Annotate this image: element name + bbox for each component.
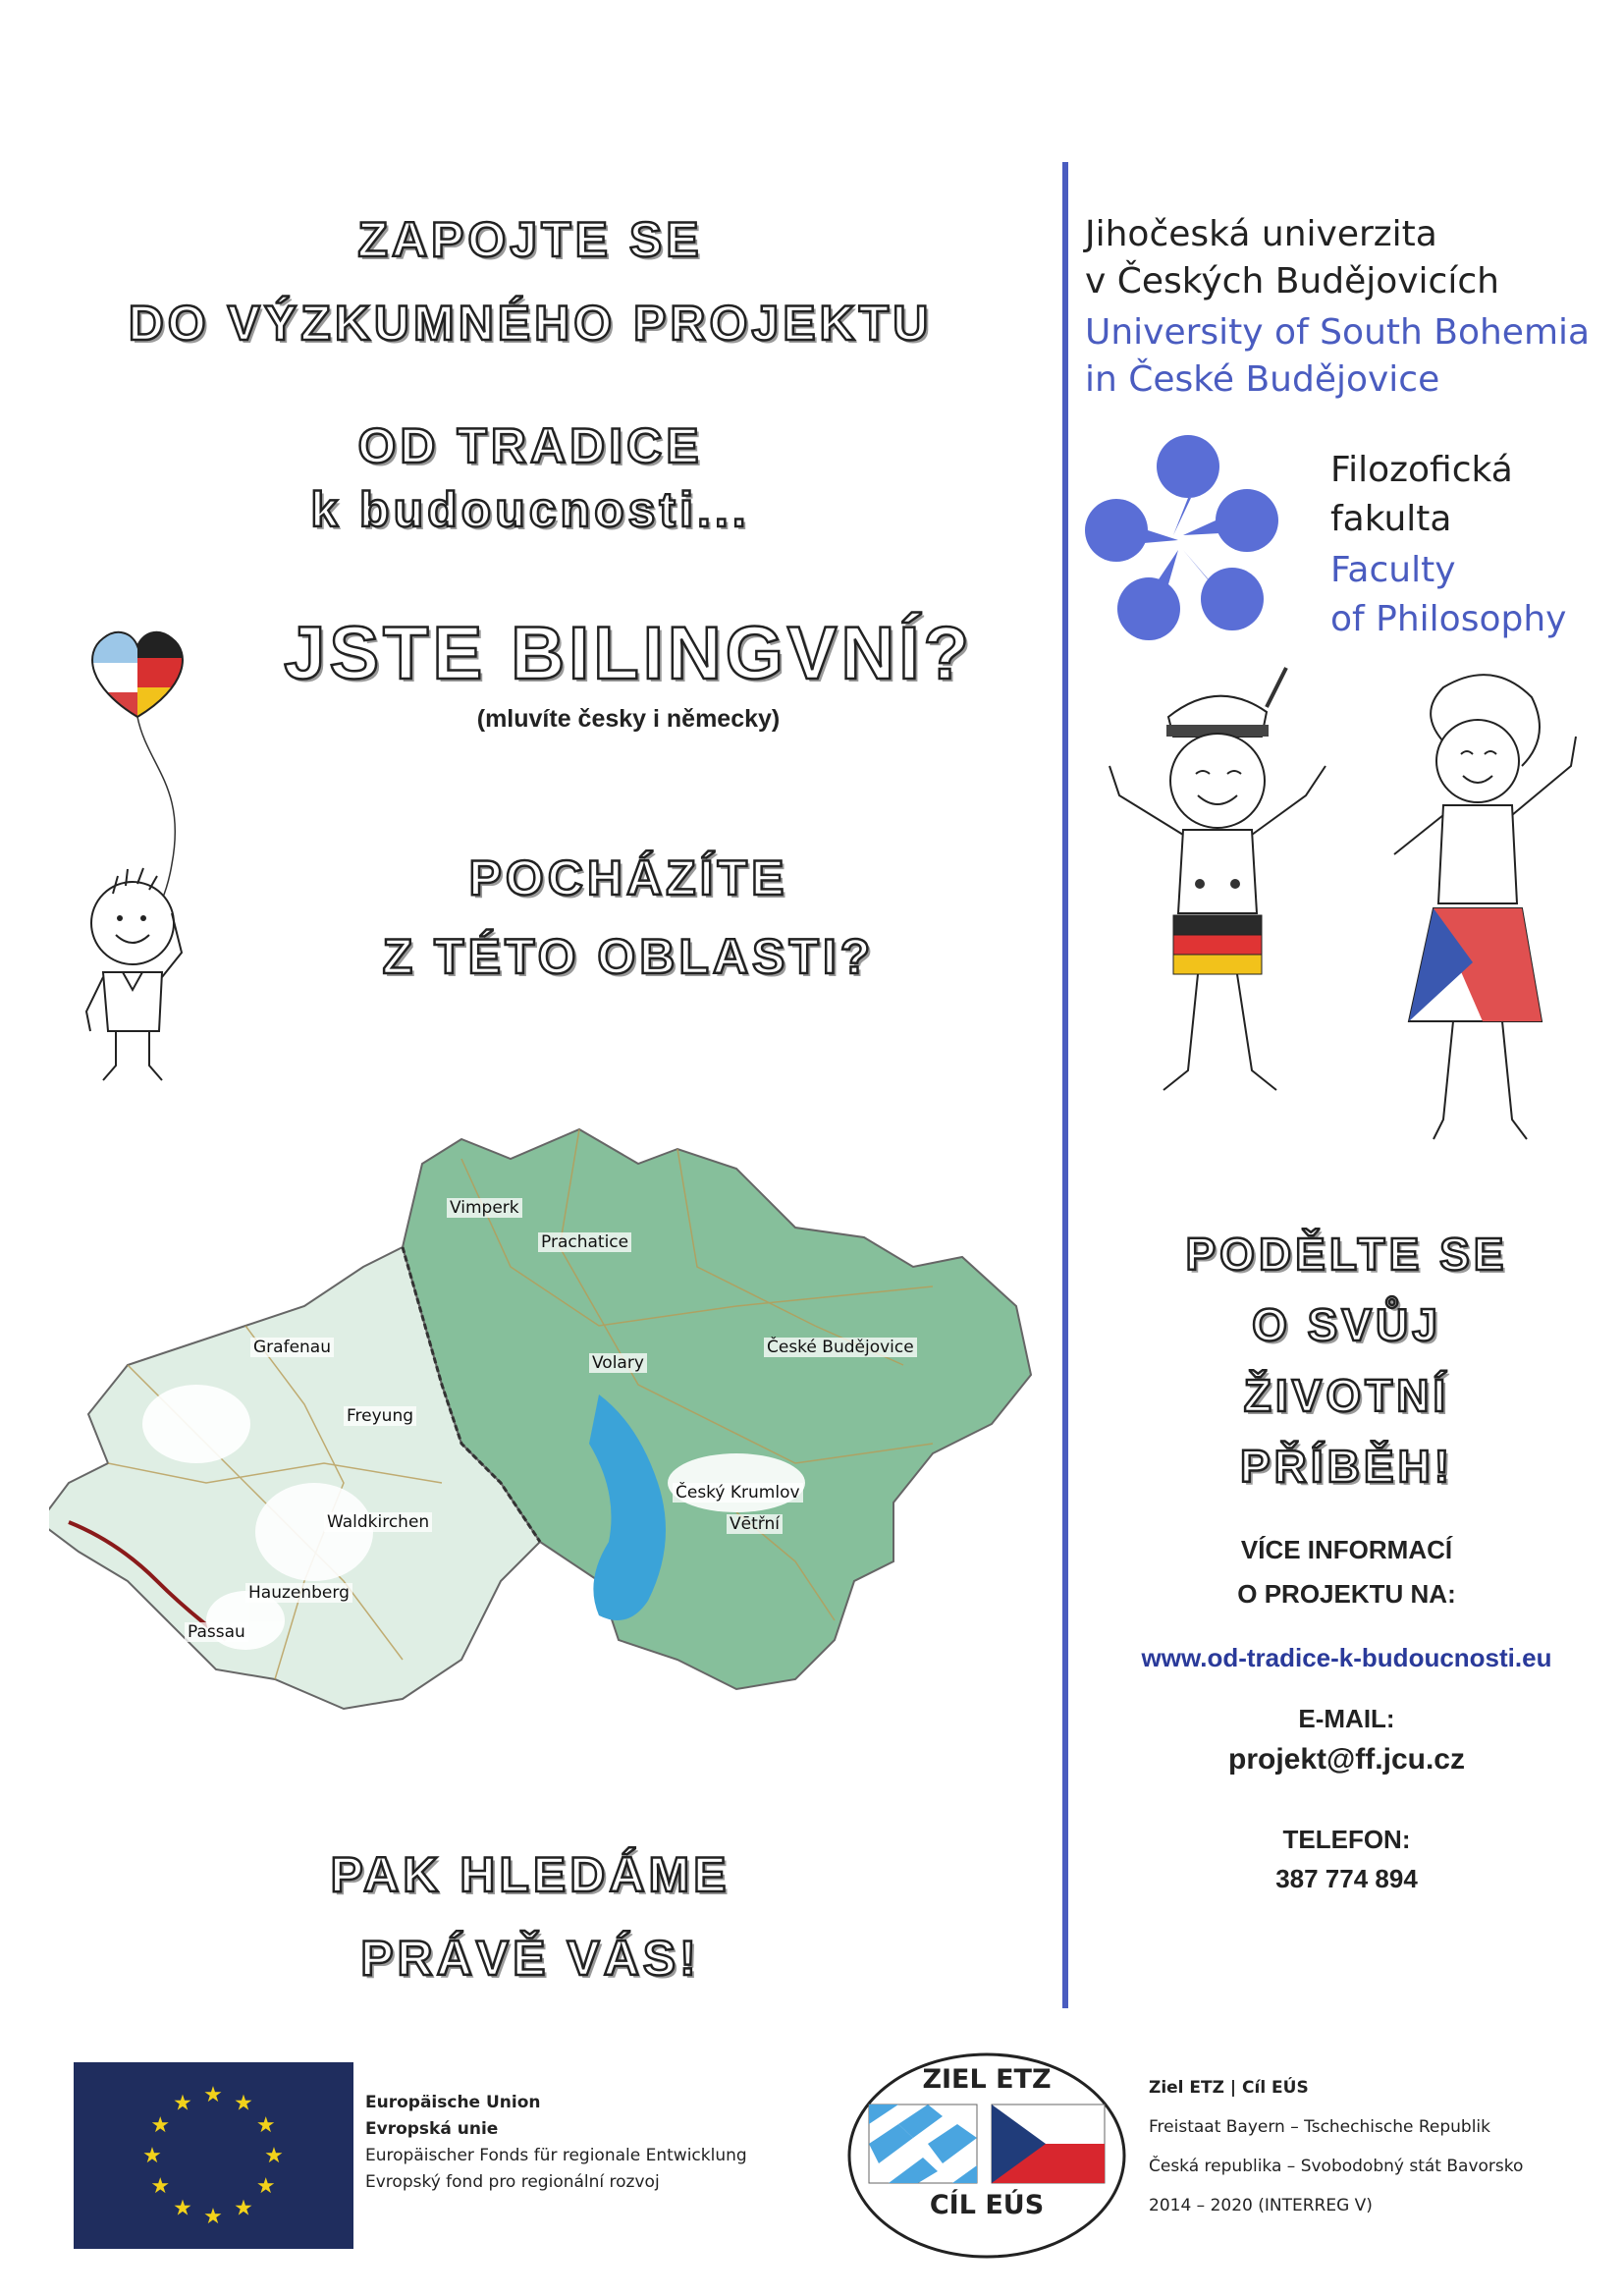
headline-line3: OD TRADICE xyxy=(357,418,703,473)
eu-line1: Europäische Union xyxy=(365,2093,541,2112)
email-label: E-MAIL: xyxy=(1298,1704,1395,1733)
eu-star-icon: ★ xyxy=(234,2091,253,2116)
eu-line4: Evropský fond pro regionální rozvoj xyxy=(365,2172,660,2192)
faculty-name-cz-1: Filozofická xyxy=(1330,450,1513,490)
university-name-cz-2: v Českých Budějovicích xyxy=(1085,261,1499,301)
eu-line3: Europäischer Fonds für regionale Entwicklung xyxy=(365,2146,747,2165)
map-label-freyung: Freyung xyxy=(344,1406,416,1426)
eu-flag-icon xyxy=(74,2062,353,2249)
headline-line4: k budoucnosti... xyxy=(310,482,750,537)
eu-star-icon: ★ xyxy=(150,2113,171,2138)
faculty-logo-icon xyxy=(1075,427,1291,653)
phone-label: TELEFON: xyxy=(1282,1825,1411,1854)
ziel-bottom-label: CÍL EÚS xyxy=(929,2190,1045,2220)
headline-sub: (mluvíte česky i německy) xyxy=(476,705,781,733)
project-url-link[interactable]: www.od-tradice-k-budoucnosti.eu xyxy=(1141,1643,1552,1672)
eu-star-icon: ★ xyxy=(234,2196,253,2221)
faculty-name-en-1: Faculty xyxy=(1330,550,1456,590)
phone-number: 387 774 894 xyxy=(1275,1864,1418,1893)
eu-star-icon: ★ xyxy=(150,2174,171,2199)
faculty-name-cz-2: fakulta xyxy=(1330,499,1452,539)
region-line2: Z TÉTO OBLASTI? xyxy=(382,929,875,984)
eu-text xyxy=(365,2090,747,2196)
map-label-waldkirchen: Waldkirchen xyxy=(324,1512,432,1532)
story-line2: O SVŮJ xyxy=(1252,1299,1441,1350)
map-label-vimperk: Vimperk xyxy=(447,1198,522,1218)
eu-star-icon: ★ xyxy=(255,2113,276,2138)
faculty-name-en-2: of Philosophy xyxy=(1330,599,1567,639)
map-label-grafenau: Grafenau xyxy=(250,1338,334,1357)
story-line3: ŽIVOTNÍ xyxy=(1243,1370,1450,1421)
eu-star-icon: ★ xyxy=(142,2144,162,2168)
ziel-line2: Freistaat Bayern – Tschechische Republik xyxy=(1149,2117,1490,2137)
ziel-line1: Ziel ETZ | Cíl EÚS xyxy=(1149,2078,1309,2098)
eu-star-icon: ★ xyxy=(173,2196,192,2221)
info-line2: O PROJEKTU NA: xyxy=(1237,1579,1456,1609)
map-label-cesky-krumlov: Český Krumlov xyxy=(673,1483,803,1503)
region-map xyxy=(49,1070,1051,1758)
story-line1: PODĚLTE SE xyxy=(1185,1229,1508,1280)
closing-line1: PAK HLEDÁME xyxy=(330,1847,730,1902)
ziel-line4: 2014 – 2020 (INTERREG V) xyxy=(1149,2196,1373,2215)
map-label-prachatice: Prachatice xyxy=(538,1232,631,1252)
ziel-text xyxy=(1149,2068,1523,2225)
ziel-line3: Česká republika – Svobodobný stát Bavorsko xyxy=(1149,2157,1524,2176)
eu-star-icon: ★ xyxy=(203,2205,223,2229)
kid-with-balloon-illustration xyxy=(79,619,275,1090)
map-label-hauzenberg: Hauzenberg xyxy=(245,1583,352,1603)
eu-line2: Evropská unie xyxy=(365,2119,499,2139)
map-label-passau: Passau xyxy=(185,1622,248,1642)
map-label-volary: Volary xyxy=(589,1353,647,1373)
map-label-ceske-budejovice: České Budějovice xyxy=(764,1338,917,1357)
eu-star-icon: ★ xyxy=(203,2083,223,2107)
story-line4: PŘÍBĚH! xyxy=(1239,1441,1454,1492)
university-name-en-2: in České Budějovice xyxy=(1085,359,1440,400)
two-kids-illustration xyxy=(1080,658,1591,1149)
region-line1: POCHÁZÍTE xyxy=(468,850,788,905)
eu-star-icon: ★ xyxy=(173,2091,192,2116)
ziel-top-label: ZIEL ETZ xyxy=(922,2064,1052,2095)
headline-question: JSTE BILINGVNÍ? xyxy=(284,612,973,695)
info-line1: VÍCE INFORMACÍ xyxy=(1240,1535,1453,1564)
vertical-divider xyxy=(1062,162,1068,2008)
map-label-vetrni: Vētřní xyxy=(727,1514,783,1534)
university-name-en-1: University of South Bohemia xyxy=(1085,312,1591,353)
headline-line2: DO VÝZKUMNÉHO PROJEKTU xyxy=(128,296,933,351)
email-link[interactable]: projekt@ff.jcu.cz xyxy=(1228,1743,1465,1776)
eu-star-icon: ★ xyxy=(255,2174,276,2199)
closing-line2: PRÁVĚ VÁS! xyxy=(360,1931,700,1986)
headline-line1: ZAPOJTE SE xyxy=(357,212,703,267)
university-name-cz-1: Jihočeská univerzita xyxy=(1085,214,1437,254)
eu-star-icon: ★ xyxy=(264,2144,284,2168)
